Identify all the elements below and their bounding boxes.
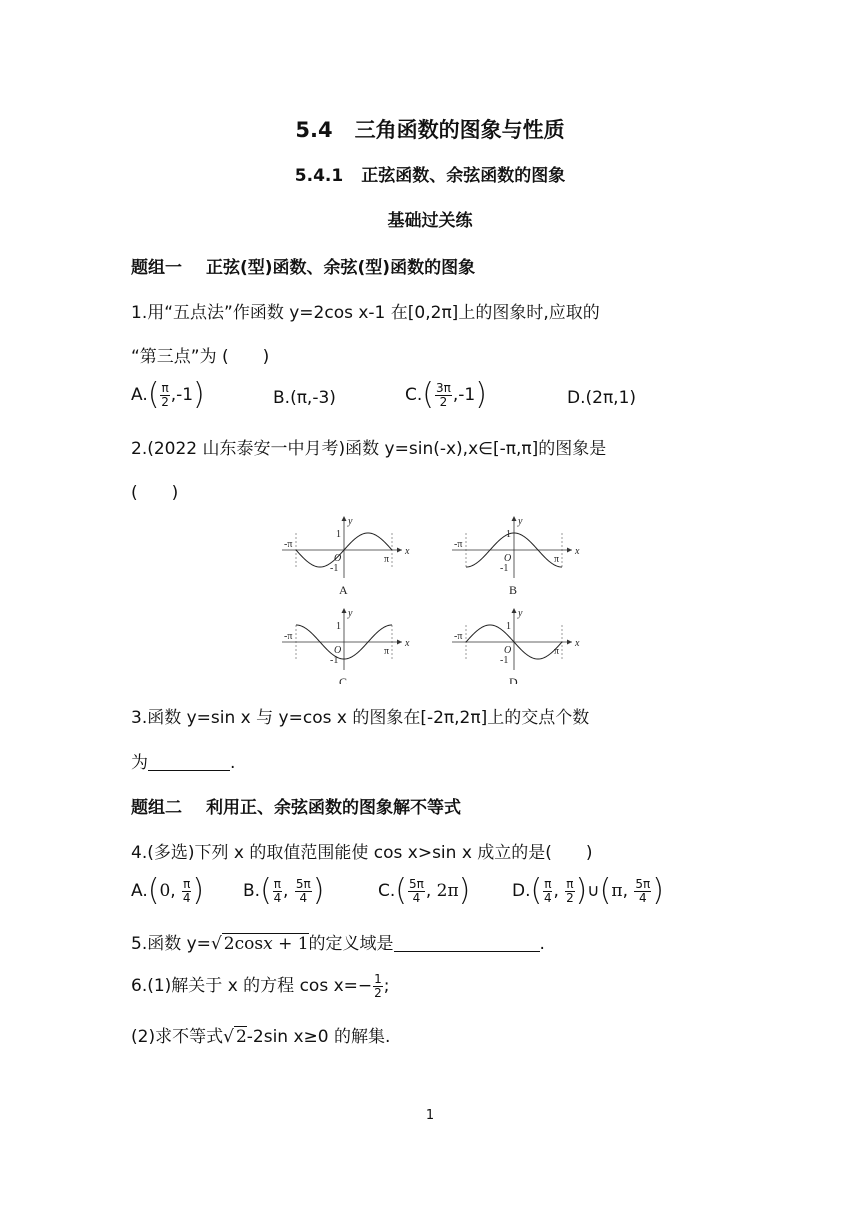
answer-blank[interactable] xyxy=(148,752,230,771)
question-text: -2sin x≥0 的解集. xyxy=(246,1027,391,1047)
group-title: 利用正、余弦函数的图象解不等式 xyxy=(206,798,461,818)
fraction-denominator: 2 xyxy=(374,985,382,1000)
option-label: C. xyxy=(405,385,423,405)
question-text: 的定义域是 xyxy=(308,934,394,954)
question-6-part-2 xyxy=(131,1022,390,1047)
q1-option-d: D.(2π,1) xyxy=(567,388,637,408)
exercise-heading: 基础过关练 xyxy=(387,211,473,231)
y-axis-arrow-icon xyxy=(342,516,347,521)
x-axis-arrow-icon xyxy=(567,548,572,553)
tick-label-neg-pi: -π xyxy=(454,539,463,550)
question-2-line-2: ( ) xyxy=(131,483,179,503)
x-axis-label: x xyxy=(405,638,410,649)
graphs-svg xyxy=(282,514,582,684)
origin-label: O xyxy=(334,553,342,564)
tick-label-neg-one: -1 xyxy=(330,563,339,574)
tick-label-one: 1 xyxy=(506,621,511,632)
origin-label: O xyxy=(504,645,512,656)
answer-graphs-figure xyxy=(282,514,582,684)
question-1-line-1: 1.用“五点法”作函数 y=2cos x-1 在[0,2π]上的图象时,应取的 xyxy=(131,303,600,323)
fraction-numerator: π xyxy=(161,380,169,395)
fraction-denominator: 4 xyxy=(273,890,282,905)
section-title-text: 三角函数的图象与性质 xyxy=(354,118,565,142)
fraction-denominator: 2 xyxy=(161,394,169,409)
option-label: D. xyxy=(512,881,531,901)
section-title xyxy=(0,114,860,144)
option-label: A. xyxy=(131,881,148,901)
tick-label-neg-one: -1 xyxy=(500,563,509,574)
q4-option-a: A.(0, $\frac{\pi}{4}$ ) xyxy=(131,873,205,908)
q4-option-d: D.( $\frac{\pi}{4}$ , $\frac{\pi}{2}$ )∪(π, $\frac{5\pi}{4}$ ) xyxy=(512,873,664,908)
y-axis-label: y xyxy=(348,516,353,527)
y-axis-label: y xyxy=(518,516,523,527)
fraction-numerator: 5π xyxy=(635,876,651,891)
tick-label-neg-one: -1 xyxy=(330,655,339,666)
group-title: 正弦(型)函数、余弦(型)函数的图象 xyxy=(206,258,476,278)
graph-label: C xyxy=(339,675,348,684)
tick-label-pi: π xyxy=(554,554,560,565)
answer-blank[interactable] xyxy=(394,933,540,952)
question-3-line-1: 3.函数 y=sin x 与 y=cos x 的图象在[-2π,2π]上的交点个数 xyxy=(131,708,590,728)
tick-label-pi: π xyxy=(384,554,390,565)
fraction-numerator: π xyxy=(273,876,282,891)
fraction-denominator: 2 xyxy=(566,890,574,905)
origin-label: O xyxy=(504,553,512,564)
y-axis-arrow-icon xyxy=(512,516,517,521)
option-value: ,-1 xyxy=(452,385,476,405)
question-text: 5.函数 y= xyxy=(131,934,211,954)
question-text: 6.(1)解关于 x 的方程 cos x=− xyxy=(131,976,373,996)
graph-label: D xyxy=(509,675,518,684)
x-axis-arrow-icon xyxy=(397,640,402,645)
tick-label-one: 1 xyxy=(336,529,341,540)
sqrt-radicand: 2cos𝑥 + 1 xyxy=(223,934,309,954)
y-axis-label: y xyxy=(348,608,353,619)
tick-label-neg-pi: -π xyxy=(454,631,463,642)
question-6-part-1 xyxy=(131,971,390,1000)
question-5 xyxy=(131,929,545,954)
fraction-denominator: 4 xyxy=(544,890,552,905)
sqrt-radicand: 2 xyxy=(235,1027,247,1047)
tick-label-pi: π xyxy=(554,646,560,657)
page-number: 1 xyxy=(425,1108,435,1123)
q1-option-c: C.( $\frac{3\pi}{2}$ ,-1) xyxy=(405,377,487,412)
graph-d xyxy=(452,608,580,684)
q4-option-c: C.( $\frac{5\pi}{4}$ , 2π) xyxy=(378,873,471,908)
graph-label: A xyxy=(339,583,348,597)
punctuation: . xyxy=(539,934,545,954)
sqrt-sign: √ xyxy=(223,1027,234,1047)
question-2-line-1: 2.(2022 山东泰安一中月考)函数 y=sin(-x),x∈[-π,π]的图象是 xyxy=(131,439,607,459)
subsection-number: 5.4.1 xyxy=(294,166,344,186)
punctuation: . xyxy=(230,753,236,773)
fraction-numerator: 1 xyxy=(374,971,382,986)
question-1-line-2: “第三点”为 ( ) xyxy=(131,347,270,367)
question-text: 为 xyxy=(131,753,148,773)
tick-label-one: 1 xyxy=(506,529,511,540)
q4-option-b: B.( $\frac{\pi}{4}$ , $\frac{5\pi}{4}$ ) xyxy=(243,873,325,908)
fraction-denominator: 2 xyxy=(439,394,448,409)
group-label: 题组一 xyxy=(131,258,182,278)
tick-label-neg-pi: -π xyxy=(284,631,293,642)
interval-start: 0 xyxy=(159,881,171,901)
group-one-heading xyxy=(131,253,475,278)
tick-label-one: 1 xyxy=(336,621,341,632)
subsection-title-text: 正弦函数、余弦函数的图象 xyxy=(361,166,566,186)
y-axis-arrow-icon xyxy=(342,608,347,613)
fraction-numerator: π xyxy=(183,876,191,891)
option-label: A. xyxy=(131,385,148,405)
subsection-title xyxy=(0,161,860,186)
option-label: C. xyxy=(378,881,396,901)
interval-end: 2π xyxy=(436,881,459,901)
question-3-line-2 xyxy=(131,748,235,773)
fraction-numerator: π xyxy=(544,876,552,891)
x-axis-label: x xyxy=(575,546,580,557)
fraction-numerator: π xyxy=(566,876,574,891)
fraction-denominator: 4 xyxy=(182,890,191,905)
tick-label-pi: π xyxy=(384,646,390,657)
question-4-line-1: 4.(多选)下列 x 的取值范围能使 cos x>sin x 成立的是( ) xyxy=(131,843,593,863)
group-two-heading xyxy=(131,793,461,818)
group-label: 题组二 xyxy=(131,798,182,818)
graph-a xyxy=(282,516,410,597)
punctuation: ; xyxy=(383,976,390,996)
x-axis-arrow-icon xyxy=(397,548,402,553)
fraction-denominator: 4 xyxy=(639,890,647,905)
y-axis-arrow-icon xyxy=(512,608,517,613)
fraction-numerator: 3π xyxy=(436,380,451,395)
fraction-denominator: 4 xyxy=(299,890,308,905)
fraction-numerator: 5π xyxy=(295,876,311,891)
x-axis-label: x xyxy=(575,638,580,649)
graph-b xyxy=(452,516,580,597)
graph-label: B xyxy=(509,583,518,597)
question-text: (2)求不等式 xyxy=(131,1027,224,1047)
origin-label: O xyxy=(334,645,342,656)
x-axis-label: x xyxy=(405,546,410,557)
sqrt-sign: √ xyxy=(210,934,222,954)
q1-option-a: A.( $\frac{\pi}{2}$ ,-1) xyxy=(131,377,205,412)
q1-option-b: B.(π,-3) xyxy=(273,388,336,408)
graph-c xyxy=(282,608,410,684)
union-symbol: ∪ xyxy=(587,881,600,901)
tick-label-neg-pi: -π xyxy=(284,539,293,550)
fraction-numerator: 5π xyxy=(409,876,424,891)
x-axis-arrow-icon xyxy=(567,640,572,645)
option-label: B. xyxy=(243,881,261,901)
graph-group xyxy=(282,516,580,684)
fraction-denominator: 4 xyxy=(412,890,421,905)
section-number: 5.4 xyxy=(295,118,333,142)
interval-start: π xyxy=(611,881,623,901)
tick-label-neg-one: -1 xyxy=(500,655,509,666)
option-value: ,-1 xyxy=(170,385,194,405)
y-axis-label: y xyxy=(518,608,523,619)
